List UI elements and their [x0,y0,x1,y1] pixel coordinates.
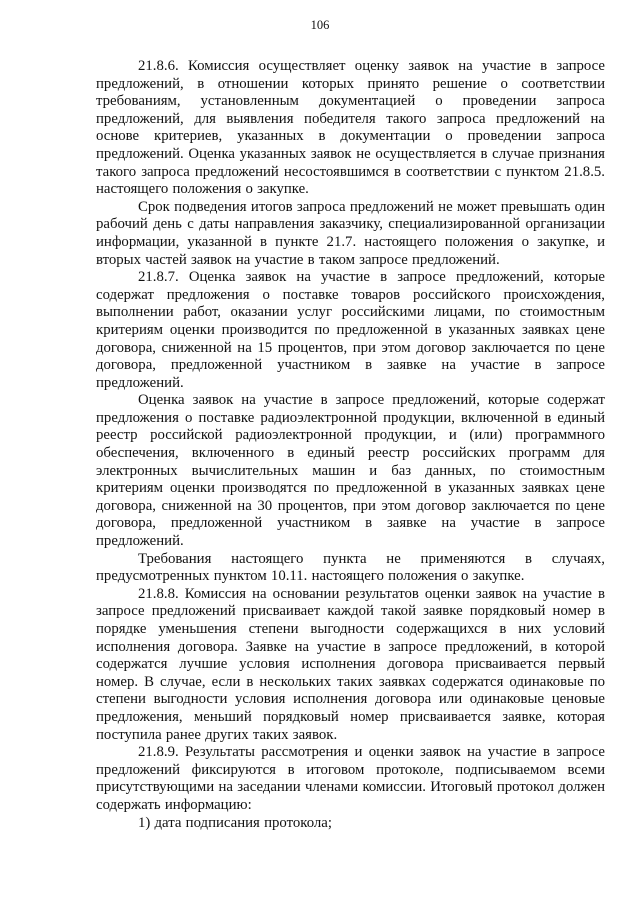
paragraph-radioelectronic: Оценка заявок на участие в запросе предложений, которые содержат предложения о поставке радиоэлектронной продукции, включенной в единый реестр российской радиоэлектронной продукции, и (или) программного обеспечения, включенного в единый реестр российских программ для электронных вычислительных машин и баз данных, по стоимостным критериям оценки производятся по предложенной в указанных заявках цене договора, сниженной на 30 процентов, при этом договор заключается по цене договора, предложенной участником в заявке на участие в запросе предложений. [96,392,605,550]
paragraph-deadline: Срок подведения итогов запроса предложений не может превышать один рабочий день с даты направления заказчику, специализированной организации информации, указанной в пункте 21.7. настоящего положения о закупке, и вторых частей заявок на участие в таком запросе предложений. [96,198,605,268]
document-body [96,58,605,832]
paragraph-21-8-9: 21.8.9. Результаты рассмотрения и оценки заявок на участие в запросе предложений фиксируются в итоговом протоколе, подписываемом всеми присутствующими на заседании членами комиссии. Итоговый протокол должен содержать информацию: [96,744,605,813]
paragraph-exceptions: Требования настоящего пункта не применяются в случаях, предусмотренных пунктом 10.11. настоящего положения о закупке. [96,550,605,585]
page-number: 106 [310,18,330,32]
paragraph-21-8-6: 21.8.6. Комиссия осуществляет оценку заявок на участие в запросе предложений, в отношении которых принято решение о соответствии требованиям, установленным документацией о проведении запроса предложений, для выявления победителя такого запроса предложений на основе критериев, указанных в документации о проведении запроса предложений. Оценка указанных заявок не осуществляется в случае признания такого запроса предложений несостоявшимся в соответствии с пунктом 21.8.5. настоящего положения о закупке. [96,58,605,198]
paragraph-21-8-8: 21.8.8. Комиссия на основании результатов оценки заявок на участие в запросе предложений присваивает каждой такой заявке порядковый номер в порядке уменьшения степени выгодности содержащихся в них условий исполнения договора. Заявке на участие в запросе предложений, в которой содержатся лучшие условия исполнения договора присваивается первый номер. В случае, если в нескольких таких заявках содержатся одинаковые по степени выгодности условия исполнения договора или одинаковые ценовые предложения, меньший порядковый номер присваивается заявке, которая поступила ранее других таких заявок. [96,585,605,743]
list-item-1: 1) дата подписания протокола; [138,814,332,831]
paragraph-21-8-7: 21.8.7. Оценка заявок на участие в запросе предложений, которые содержат предложения о поставке товаров российского происхождения, выполнении работ, оказании услуг российскими лицами, по стоимостным критериям оценки производится по предложенной в указанных заявках цене договора, сниженной на 15 процентов, при этом договор заключается по цене договора, предложенной участником в заявке на участие в запросе предложений. [96,269,605,391]
